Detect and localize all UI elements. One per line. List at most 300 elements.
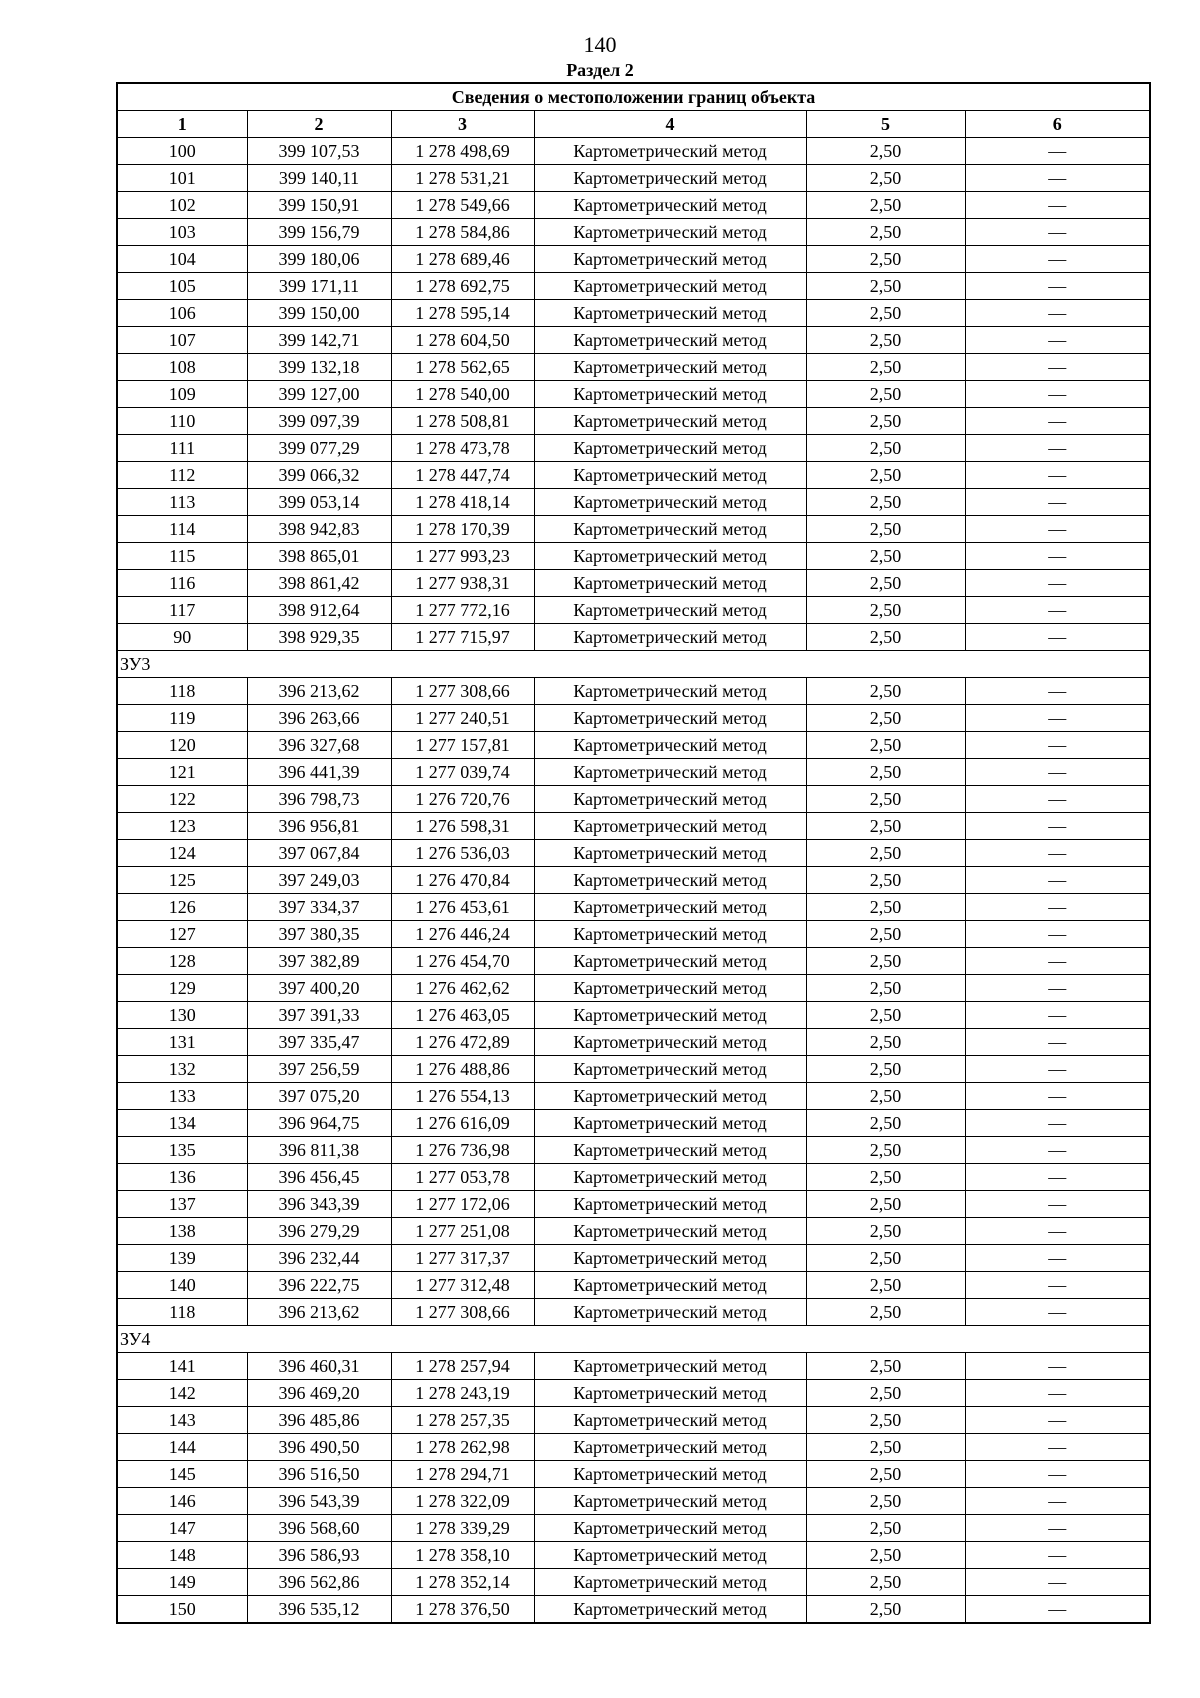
accuracy-cell: 2,50 (806, 975, 965, 1002)
note-cell: — (965, 1029, 1150, 1056)
y-coordinate-cell: 1 278 257,35 (391, 1407, 534, 1434)
table-row (117, 1191, 1150, 1218)
note-cell: — (965, 705, 1150, 732)
table-row (117, 1542, 1150, 1569)
method-cell: Картометрический метод (534, 948, 806, 975)
table-caption: Сведения о местоположении границ объекта (117, 83, 1150, 111)
accuracy-cell: 2,50 (806, 1137, 965, 1164)
note-cell: — (965, 516, 1150, 543)
table-row (117, 786, 1150, 813)
y-coordinate-cell: 1 276 598,31 (391, 813, 534, 840)
method-cell: Картометрический метод (534, 1245, 806, 1272)
y-coordinate-cell: 1 277 312,48 (391, 1272, 534, 1299)
note-cell: — (965, 570, 1150, 597)
method-cell: Картометрический метод (534, 192, 806, 219)
point-number-cell: 143 (117, 1407, 247, 1434)
x-coordinate-cell: 396 327,68 (247, 732, 391, 759)
table-caption-row (117, 83, 1150, 111)
y-coordinate-cell: 1 278 262,98 (391, 1434, 534, 1461)
method-cell: Картометрический метод (534, 165, 806, 192)
column-header: 4 (534, 111, 806, 138)
accuracy-cell: 2,50 (806, 759, 965, 786)
note-cell: — (965, 786, 1150, 813)
note-cell: — (965, 1002, 1150, 1029)
point-number-cell: 133 (117, 1083, 247, 1110)
accuracy-cell: 2,50 (806, 570, 965, 597)
note-cell: — (965, 1596, 1150, 1624)
accuracy-cell: 2,50 (806, 1353, 965, 1380)
y-coordinate-cell: 1 278 540,00 (391, 381, 534, 408)
y-coordinate-cell: 1 278 339,29 (391, 1515, 534, 1542)
column-header: 5 (806, 111, 965, 138)
method-cell: Картометрический метод (534, 1461, 806, 1488)
y-coordinate-cell: 1 278 604,50 (391, 327, 534, 354)
accuracy-cell: 2,50 (806, 813, 965, 840)
accuracy-cell: 2,50 (806, 624, 965, 651)
accuracy-cell: 2,50 (806, 705, 965, 732)
point-number-cell: 137 (117, 1191, 247, 1218)
x-coordinate-cell: 396 535,12 (247, 1596, 391, 1624)
y-coordinate-cell: 1 278 562,65 (391, 354, 534, 381)
point-number-cell: 142 (117, 1380, 247, 1407)
accuracy-cell: 2,50 (806, 867, 965, 894)
y-coordinate-cell: 1 277 308,66 (391, 1299, 534, 1326)
note-cell: — (965, 246, 1150, 273)
accuracy-cell: 2,50 (806, 1407, 965, 1434)
method-cell: Картометрический метод (534, 300, 806, 327)
table-row (117, 1407, 1150, 1434)
point-number-cell: 147 (117, 1515, 247, 1542)
point-number-cell: 146 (117, 1488, 247, 1515)
accuracy-cell: 2,50 (806, 894, 965, 921)
y-coordinate-cell: 1 276 454,70 (391, 948, 534, 975)
note-cell: — (965, 1488, 1150, 1515)
method-cell: Картометрический метод (534, 1488, 806, 1515)
method-cell: Картометрический метод (534, 867, 806, 894)
accuracy-cell: 2,50 (806, 1569, 965, 1596)
note-cell: — (965, 435, 1150, 462)
table-row (117, 516, 1150, 543)
accuracy-cell: 2,50 (806, 489, 965, 516)
note-cell: — (965, 624, 1150, 651)
table-row (117, 705, 1150, 732)
point-number-cell: 141 (117, 1353, 247, 1380)
y-coordinate-cell: 1 278 243,19 (391, 1380, 534, 1407)
method-cell: Картометрический метод (534, 624, 806, 651)
method-cell: Картометрический метод (534, 921, 806, 948)
method-cell: Картометрический метод (534, 543, 806, 570)
table-row (117, 543, 1150, 570)
y-coordinate-cell: 1 278 595,14 (391, 300, 534, 327)
table-row (117, 1380, 1150, 1407)
method-cell: Картометрический метод (534, 597, 806, 624)
method-cell: Картометрический метод (534, 246, 806, 273)
method-cell: Картометрический метод (534, 786, 806, 813)
point-number-cell: 105 (117, 273, 247, 300)
note-cell: — (965, 678, 1150, 705)
point-number-cell: 108 (117, 354, 247, 381)
group-label: ЗУ4 (117, 1326, 1150, 1353)
point-number-cell: 139 (117, 1245, 247, 1272)
table-row (117, 489, 1150, 516)
method-cell: Картометрический метод (534, 354, 806, 381)
table-row (117, 327, 1150, 354)
x-coordinate-cell: 399 140,11 (247, 165, 391, 192)
x-coordinate-cell: 396 516,50 (247, 1461, 391, 1488)
point-number-cell: 109 (117, 381, 247, 408)
method-cell: Картометрический метод (534, 1083, 806, 1110)
x-coordinate-cell: 399 180,06 (247, 246, 391, 273)
x-coordinate-cell: 397 380,35 (247, 921, 391, 948)
page-number: 140 (583, 32, 617, 57)
note-cell: — (965, 1272, 1150, 1299)
x-coordinate-cell: 396 586,93 (247, 1542, 391, 1569)
accuracy-cell: 2,50 (806, 678, 965, 705)
table-row (117, 1299, 1150, 1326)
y-coordinate-cell: 1 278 294,71 (391, 1461, 534, 1488)
note-cell: — (965, 867, 1150, 894)
table-row (117, 300, 1150, 327)
x-coordinate-cell: 397 382,89 (247, 948, 391, 975)
method-cell: Картометрический метод (534, 1515, 806, 1542)
y-coordinate-cell: 1 276 462,62 (391, 975, 534, 1002)
method-cell: Картометрический метод (534, 732, 806, 759)
point-number-cell: 100 (117, 138, 247, 165)
x-coordinate-cell: 396 798,73 (247, 786, 391, 813)
method-cell: Картометрический метод (534, 327, 806, 354)
group-row (117, 1326, 1150, 1353)
x-coordinate-cell: 399 127,00 (247, 381, 391, 408)
method-cell: Картометрический метод (534, 1407, 806, 1434)
method-cell: Картометрический метод (534, 705, 806, 732)
x-coordinate-cell: 398 942,83 (247, 516, 391, 543)
x-coordinate-cell: 396 441,39 (247, 759, 391, 786)
table-row (117, 678, 1150, 705)
method-cell: Картометрический метод (534, 1029, 806, 1056)
note-cell: — (965, 1569, 1150, 1596)
x-coordinate-cell: 397 334,37 (247, 894, 391, 921)
table-row (117, 246, 1150, 273)
y-coordinate-cell: 1 276 616,09 (391, 1110, 534, 1137)
x-coordinate-cell: 399 142,71 (247, 327, 391, 354)
accuracy-cell: 2,50 (806, 300, 965, 327)
point-number-cell: 103 (117, 219, 247, 246)
table-row (117, 1110, 1150, 1137)
y-coordinate-cell: 1 277 938,31 (391, 570, 534, 597)
point-number-cell: 125 (117, 867, 247, 894)
method-cell: Картометрический метод (534, 1164, 806, 1191)
method-cell: Картометрический метод (534, 219, 806, 246)
table-row (117, 975, 1150, 1002)
method-cell: Картометрический метод (534, 381, 806, 408)
accuracy-cell: 2,50 (806, 543, 965, 570)
point-number-cell: 124 (117, 840, 247, 867)
y-coordinate-cell: 1 277 172,06 (391, 1191, 534, 1218)
accuracy-cell: 2,50 (806, 1056, 965, 1083)
y-coordinate-cell: 1 278 473,78 (391, 435, 534, 462)
x-coordinate-cell: 396 279,29 (247, 1218, 391, 1245)
accuracy-cell: 2,50 (806, 273, 965, 300)
y-coordinate-cell: 1 278 447,74 (391, 462, 534, 489)
point-number-cell: 140 (117, 1272, 247, 1299)
table-row (117, 813, 1150, 840)
x-coordinate-cell: 396 485,86 (247, 1407, 391, 1434)
y-coordinate-cell: 1 276 453,61 (391, 894, 534, 921)
note-cell: — (965, 921, 1150, 948)
point-number-cell: 131 (117, 1029, 247, 1056)
accuracy-cell: 2,50 (806, 192, 965, 219)
method-cell: Картометрический метод (534, 1542, 806, 1569)
point-number-cell: 115 (117, 543, 247, 570)
accuracy-cell: 2,50 (806, 246, 965, 273)
note-cell: — (965, 1407, 1150, 1434)
point-number-cell: 129 (117, 975, 247, 1002)
note-cell: — (965, 408, 1150, 435)
y-coordinate-cell: 1 278 531,21 (391, 165, 534, 192)
point-number-cell: 127 (117, 921, 247, 948)
note-cell: — (965, 597, 1150, 624)
method-cell: Картометрический метод (534, 273, 806, 300)
accuracy-cell: 2,50 (806, 1461, 965, 1488)
table-row (117, 1353, 1150, 1380)
point-number-cell: 122 (117, 786, 247, 813)
boundary-coordinates-table (116, 82, 1151, 1624)
note-cell: — (965, 381, 1150, 408)
point-number-cell: 123 (117, 813, 247, 840)
point-number-cell: 144 (117, 1434, 247, 1461)
x-coordinate-cell: 396 562,86 (247, 1569, 391, 1596)
y-coordinate-cell: 1 276 554,13 (391, 1083, 534, 1110)
accuracy-cell: 2,50 (806, 1083, 965, 1110)
y-coordinate-cell: 1 278 170,39 (391, 516, 534, 543)
method-cell: Картометрический метод (534, 1596, 806, 1624)
point-number-cell: 102 (117, 192, 247, 219)
note-cell: — (965, 1137, 1150, 1164)
accuracy-cell: 2,50 (806, 462, 965, 489)
point-number-cell: 106 (117, 300, 247, 327)
table-row (117, 1083, 1150, 1110)
table-row (117, 1272, 1150, 1299)
y-coordinate-cell: 1 277 715,97 (391, 624, 534, 651)
point-number-cell: 119 (117, 705, 247, 732)
method-cell: Картометрический метод (534, 1380, 806, 1407)
note-cell: — (965, 1353, 1150, 1380)
accuracy-cell: 2,50 (806, 435, 965, 462)
method-cell: Картометрический метод (534, 759, 806, 786)
y-coordinate-cell: 1 278 498,69 (391, 138, 534, 165)
accuracy-cell: 2,50 (806, 327, 965, 354)
point-number-cell: 149 (117, 1569, 247, 1596)
y-coordinate-cell: 1 278 358,10 (391, 1542, 534, 1569)
x-coordinate-cell: 398 865,01 (247, 543, 391, 570)
y-coordinate-cell: 1 277 251,08 (391, 1218, 534, 1245)
column-header: 2 (247, 111, 391, 138)
point-number-cell: 150 (117, 1596, 247, 1624)
x-coordinate-cell: 399 053,14 (247, 489, 391, 516)
table-row (117, 570, 1150, 597)
y-coordinate-cell: 1 276 488,86 (391, 1056, 534, 1083)
point-number-cell: 113 (117, 489, 247, 516)
accuracy-cell: 2,50 (806, 1272, 965, 1299)
y-coordinate-cell: 1 277 993,23 (391, 543, 534, 570)
x-coordinate-cell: 399 132,18 (247, 354, 391, 381)
accuracy-cell: 2,50 (806, 381, 965, 408)
table-row (117, 165, 1150, 192)
accuracy-cell: 2,50 (806, 1218, 965, 1245)
note-cell: — (965, 732, 1150, 759)
y-coordinate-cell: 1 276 446,24 (391, 921, 534, 948)
method-cell: Картометрический метод (534, 462, 806, 489)
note-cell: — (965, 1218, 1150, 1245)
accuracy-cell: 2,50 (806, 1542, 965, 1569)
x-coordinate-cell: 397 335,47 (247, 1029, 391, 1056)
accuracy-cell: 2,50 (806, 138, 965, 165)
point-number-cell: 128 (117, 948, 247, 975)
column-number-row (117, 111, 1150, 138)
x-coordinate-cell: 396 213,62 (247, 678, 391, 705)
note-cell: — (965, 219, 1150, 246)
point-number-cell: 148 (117, 1542, 247, 1569)
note-cell: — (965, 1380, 1150, 1407)
note-cell: — (965, 1191, 1150, 1218)
note-cell: — (965, 1434, 1150, 1461)
accuracy-cell: 2,50 (806, 1245, 965, 1272)
group-label: ЗУ3 (117, 651, 1150, 678)
table-row (117, 138, 1150, 165)
y-coordinate-cell: 1 278 322,09 (391, 1488, 534, 1515)
note-cell: — (965, 840, 1150, 867)
column-header: 3 (391, 111, 534, 138)
table-row (117, 273, 1150, 300)
x-coordinate-cell: 398 929,35 (247, 624, 391, 651)
y-coordinate-cell: 1 277 317,37 (391, 1245, 534, 1272)
table-body (117, 138, 1150, 1624)
accuracy-cell: 2,50 (806, 1029, 965, 1056)
x-coordinate-cell: 396 460,31 (247, 1353, 391, 1380)
y-coordinate-cell: 1 278 549,66 (391, 192, 534, 219)
table-row (117, 1596, 1150, 1624)
section-title: Раздел 2 (566, 60, 634, 80)
table-row (117, 1029, 1150, 1056)
method-cell: Картометрический метод (534, 516, 806, 543)
point-number-cell: 117 (117, 597, 247, 624)
x-coordinate-cell: 399 077,29 (247, 435, 391, 462)
x-coordinate-cell: 399 150,91 (247, 192, 391, 219)
note-cell: — (965, 165, 1150, 192)
point-number-cell: 110 (117, 408, 247, 435)
y-coordinate-cell: 1 276 720,76 (391, 786, 534, 813)
y-coordinate-cell: 1 276 470,84 (391, 867, 534, 894)
x-coordinate-cell: 396 222,75 (247, 1272, 391, 1299)
method-cell: Картометрический метод (534, 975, 806, 1002)
method-cell: Картометрический метод (534, 1272, 806, 1299)
y-coordinate-cell: 1 276 463,05 (391, 1002, 534, 1029)
table-row (117, 1569, 1150, 1596)
note-cell: — (965, 948, 1150, 975)
method-cell: Картометрический метод (534, 1056, 806, 1083)
note-cell: — (965, 1515, 1150, 1542)
method-cell: Картометрический метод (534, 894, 806, 921)
method-cell: Картометрический метод (534, 570, 806, 597)
x-coordinate-cell: 397 256,59 (247, 1056, 391, 1083)
table-row (117, 732, 1150, 759)
table-row (117, 948, 1150, 975)
y-coordinate-cell: 1 278 352,14 (391, 1569, 534, 1596)
table-row (117, 435, 1150, 462)
method-cell: Картометрический метод (534, 1299, 806, 1326)
x-coordinate-cell: 399 097,39 (247, 408, 391, 435)
accuracy-cell: 2,50 (806, 948, 965, 975)
method-cell: Картометрический метод (534, 408, 806, 435)
point-number-cell: 121 (117, 759, 247, 786)
method-cell: Картометрический метод (534, 678, 806, 705)
accuracy-cell: 2,50 (806, 219, 965, 246)
accuracy-cell: 2,50 (806, 408, 965, 435)
note-cell: — (965, 300, 1150, 327)
accuracy-cell: 2,50 (806, 516, 965, 543)
method-cell: Картометрический метод (534, 1434, 806, 1461)
table-row (117, 408, 1150, 435)
y-coordinate-cell: 1 277 157,81 (391, 732, 534, 759)
y-coordinate-cell: 1 277 308,66 (391, 678, 534, 705)
x-coordinate-cell: 396 213,62 (247, 1299, 391, 1326)
note-cell: — (965, 462, 1150, 489)
table-row (117, 1434, 1150, 1461)
x-coordinate-cell: 397 391,33 (247, 1002, 391, 1029)
y-coordinate-cell: 1 278 689,46 (391, 246, 534, 273)
x-coordinate-cell: 396 456,45 (247, 1164, 391, 1191)
accuracy-cell: 2,50 (806, 1164, 965, 1191)
table-header (117, 83, 1150, 138)
x-coordinate-cell: 397 400,20 (247, 975, 391, 1002)
y-coordinate-cell: 1 276 736,98 (391, 1137, 534, 1164)
x-coordinate-cell: 396 490,50 (247, 1434, 391, 1461)
method-cell: Картометрический метод (534, 813, 806, 840)
table-row (117, 624, 1150, 651)
x-coordinate-cell: 396 964,75 (247, 1110, 391, 1137)
point-number-cell: 126 (117, 894, 247, 921)
x-coordinate-cell: 396 568,60 (247, 1515, 391, 1542)
accuracy-cell: 2,50 (806, 1488, 965, 1515)
table-row (117, 759, 1150, 786)
y-coordinate-cell: 1 278 584,86 (391, 219, 534, 246)
accuracy-cell: 2,50 (806, 1191, 965, 1218)
point-number-cell: 107 (117, 327, 247, 354)
table-row (117, 1461, 1150, 1488)
point-number-cell: 101 (117, 165, 247, 192)
note-cell: — (965, 1164, 1150, 1191)
x-coordinate-cell: 396 469,20 (247, 1380, 391, 1407)
point-number-cell: 120 (117, 732, 247, 759)
table-row (117, 1056, 1150, 1083)
method-cell: Картометрический метод (534, 138, 806, 165)
note-cell: — (965, 327, 1150, 354)
point-number-cell: 132 (117, 1056, 247, 1083)
note-cell: — (965, 354, 1150, 381)
y-coordinate-cell: 1 278 692,75 (391, 273, 534, 300)
x-coordinate-cell: 397 249,03 (247, 867, 391, 894)
accuracy-cell: 2,50 (806, 1110, 965, 1137)
y-coordinate-cell: 1 278 418,14 (391, 489, 534, 516)
table-row (117, 462, 1150, 489)
table-row (117, 219, 1150, 246)
note-cell: — (965, 894, 1150, 921)
x-coordinate-cell: 399 150,00 (247, 300, 391, 327)
method-cell: Картометрический метод (534, 489, 806, 516)
accuracy-cell: 2,50 (806, 1596, 965, 1624)
note-cell: — (965, 192, 1150, 219)
y-coordinate-cell: 1 276 472,89 (391, 1029, 534, 1056)
